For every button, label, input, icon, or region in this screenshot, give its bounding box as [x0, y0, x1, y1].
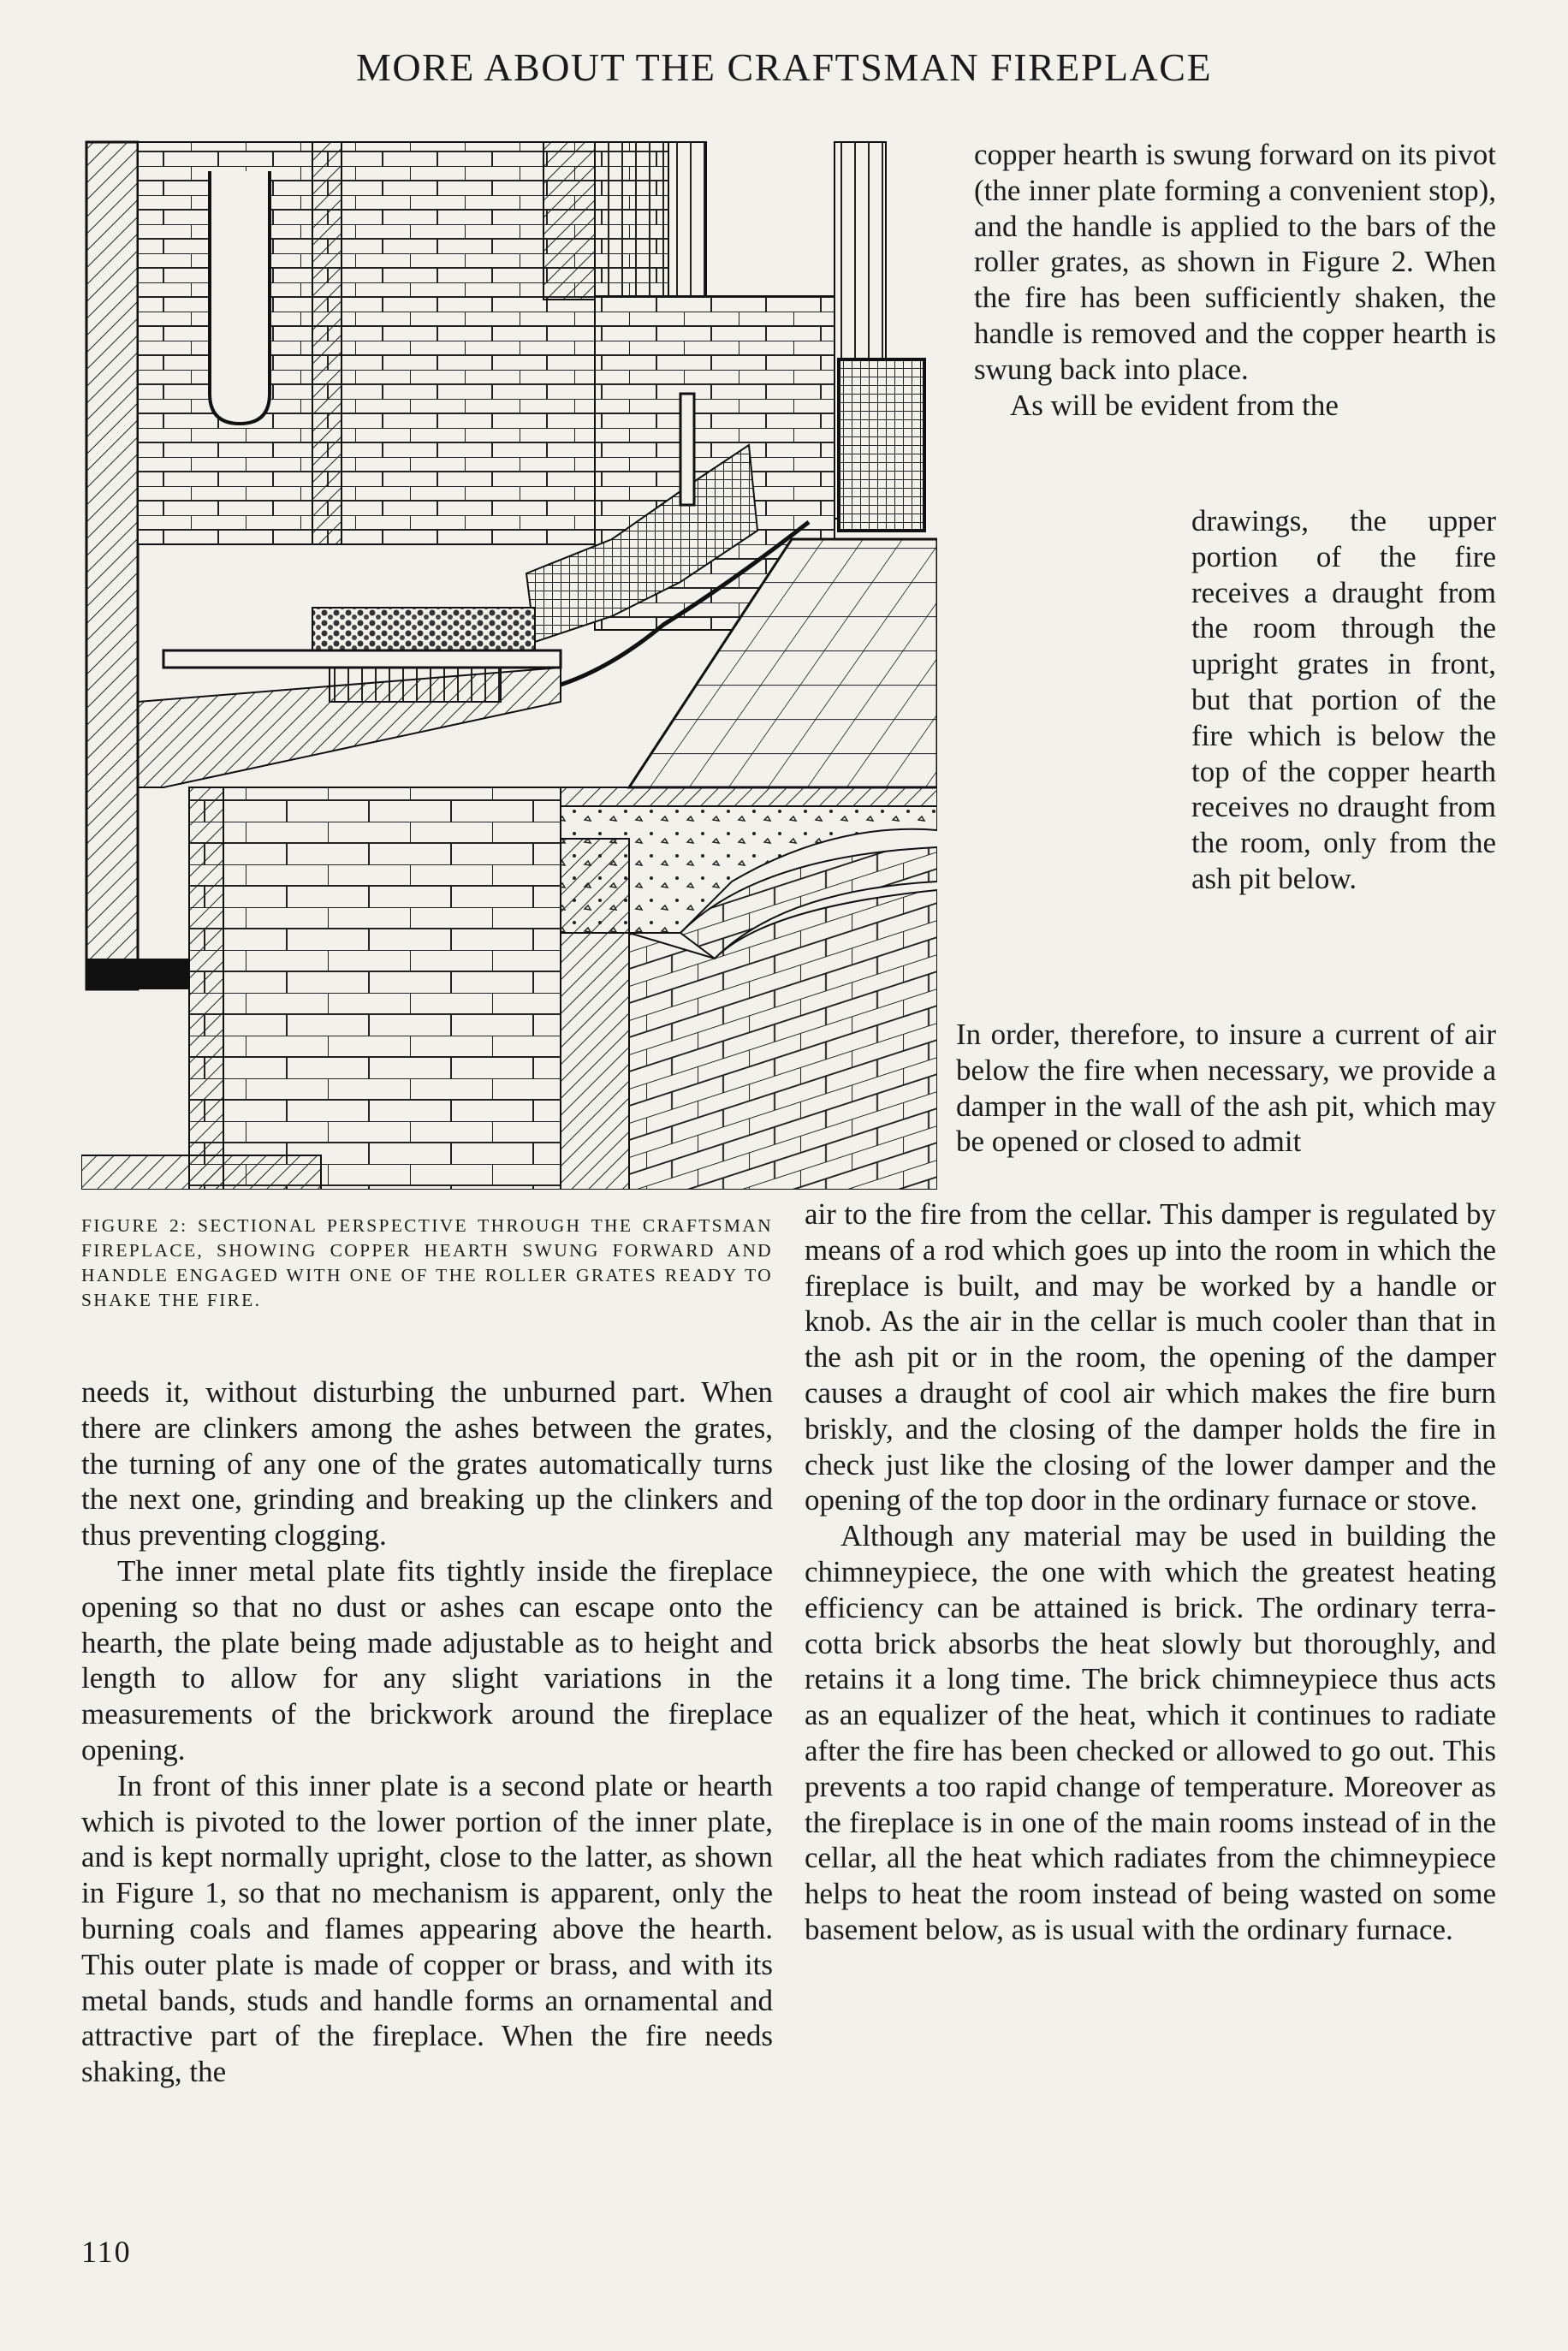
right-column-mid	[956, 1017, 1496, 1160]
right-column-top	[974, 137, 1496, 423]
right-column-full	[805, 1196, 1496, 1948]
paragraph: As will be evident from the	[1010, 388, 1339, 422]
paragraph: In front of this inner plate is a second plate or hearth which is pivoted to the lower portion of the inner plate, and is kept normally upright, close to the latter, as shown in Figure 1, so that no mechanism is apparent, only the burning coals and flames appearing above the hearth. This outer plate is made of copper or brass, and with its metal bands, studs and handle forms an ornamental and attractive part of the fireplace. When the fire needs shaking, the	[81, 1768, 773, 2089]
paragraph: In order, therefore, to insure a current of air below the fire when necessary, we provide a damper in the wall of the ash pit, which may be opened or closed to admit	[956, 1018, 1496, 1159]
page-number: 110	[81, 2235, 132, 2269]
paragraph: air to the fire from the cellar. This damper is regulated by means of a rod which goes up into the room in which the fireplace is built, and may be worked by a handle or knob. As the air in the cellar is much cooler than that in the ash pit or in the room, the opening of the damper causes a draught of cool air which makes the fire burn briskly, and the closing of the damper holds the fire in check just like the closing of the lower damper and the opening of the top door in the ordinary furnace or stove.	[805, 1197, 1496, 1517]
paragraph: needs it, without disturbing the unburned part. When there are clinkers among the ashes between the grates, the turning of any one of the grates automatically turns the next one, grinding and breaking up the clinkers and thus preventing clogging.	[81, 1375, 773, 1552]
fireplace-section-illustration	[81, 137, 937, 1190]
paragraph: copper hearth is swung forward on its pivot (the inner plate forming a convenient stop), and the handle is applied to the bars of the roller grates, as shown in Figure 2. When the fire has been sufficiently shaken, the handle is removed and the copper hearth is swung back into place.	[974, 138, 1496, 386]
paragraph: The inner metal plate fits tightly inside the fireplace opening so that no dust or ashes can escape onto the hearth, the plate being made adjustable as to height and length to allow for any slight variations in the measurements of the brickwork around the fireplace opening.	[81, 1553, 773, 1766]
running-header: MORE ABOUT THE CRAFTSMAN FIREPLACE	[355, 45, 1213, 89]
paragraph: drawings, the upper portion of the fire receives a draught from the room through the upright grates in front, but that portion of the fire which is below the top of the copper hearth receives no draught from the room, only from the ash pit below.	[1191, 504, 1496, 895]
right-column-narrow	[1191, 503, 1496, 897]
left-column	[81, 1374, 773, 2090]
paragraph: Although any material may be used in building the chimneypiece, the one with which the greatest heating efficiency can be attained is brick. The ordinary terra-cotta brick absorbs the heat slowly but thoroughly, and retains it a long time. The brick chimneypiece thus acts as an equalizer of the heat, which it continues to radiate after the fire has been checked or allowed to go out. This prevents a too rapid change of temperature. Moreover as the fireplace is in one of the main rooms instead of in the cellar, all the heat which radiates from the chimneypiece helps to heat the room instead of being wasted on some basement below, as is usual with the ordinary furnace.	[805, 1519, 1496, 1946]
figure-caption: FIGURE 2: SECTIONAL PERSPECTIVE THROUGH THE CRAFTSMAN FIREPLACE, SHOWING COPPER HEARTH SWUNG FORWARD AND HANDLE ENGAGED WITH ONE OF THE ROLLER GRATES READY TO SHAKE THE FIRE.	[81, 1215, 773, 1310]
